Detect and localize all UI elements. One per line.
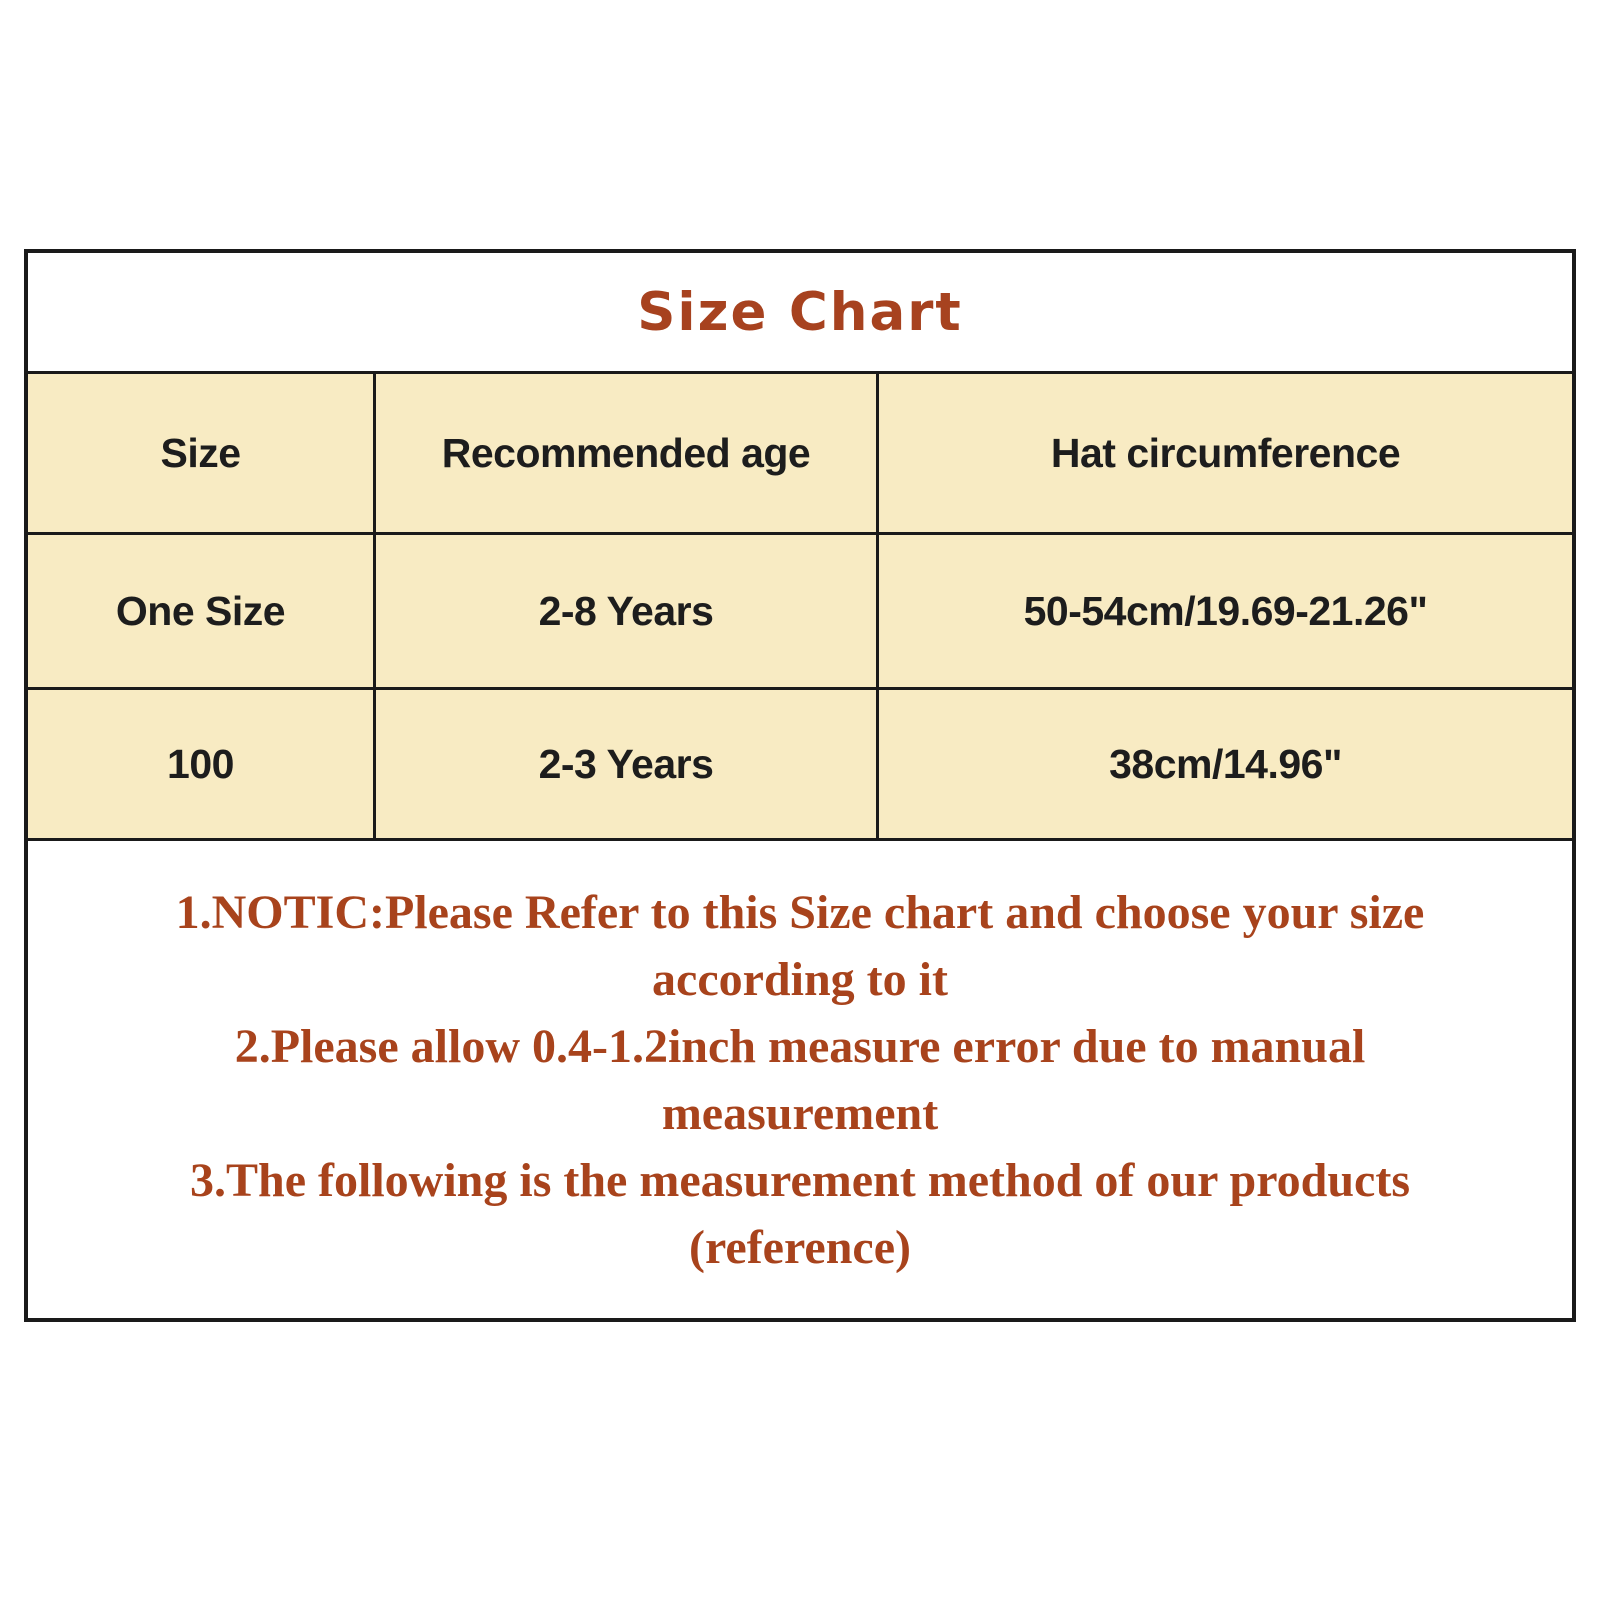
table-row	[28, 535, 1572, 690]
page-title: Size Chart	[637, 281, 963, 343]
note-line: measurement	[661, 1087, 939, 1140]
note-line: (reference)	[688, 1221, 912, 1274]
table-cell-size: One Size	[28, 535, 376, 687]
table-cell-size: 100	[28, 690, 376, 838]
note-line: 1.NOTIC:Please Refer to this Size chart and choose your size	[175, 886, 1425, 939]
table-cell-age: 2-3 Years	[376, 690, 879, 838]
column-header-size: Size	[28, 374, 376, 532]
column-header-recommended-age: Recommended age	[376, 374, 879, 532]
table-header-row	[28, 374, 1572, 535]
size-chart-sheet	[24, 249, 1576, 1322]
column-header-hat-circumference: Hat circumference	[879, 374, 1572, 532]
note-line: 3.The following is the measurement method of our products	[189, 1154, 1410, 1207]
table-row	[28, 690, 1572, 841]
table-cell-age: 2-8 Years	[376, 535, 879, 687]
note-line: according to it	[652, 953, 948, 1006]
table-cell-circumference: 50-54cm/19.69-21.26"	[879, 535, 1572, 687]
note-line: 2.Please allow 0.4-1.2inch measure error due to manual	[234, 1020, 1366, 1073]
notes-section	[28, 841, 1572, 1318]
title-row	[28, 253, 1572, 374]
table-cell-circumference: 38cm/14.96"	[879, 690, 1572, 838]
